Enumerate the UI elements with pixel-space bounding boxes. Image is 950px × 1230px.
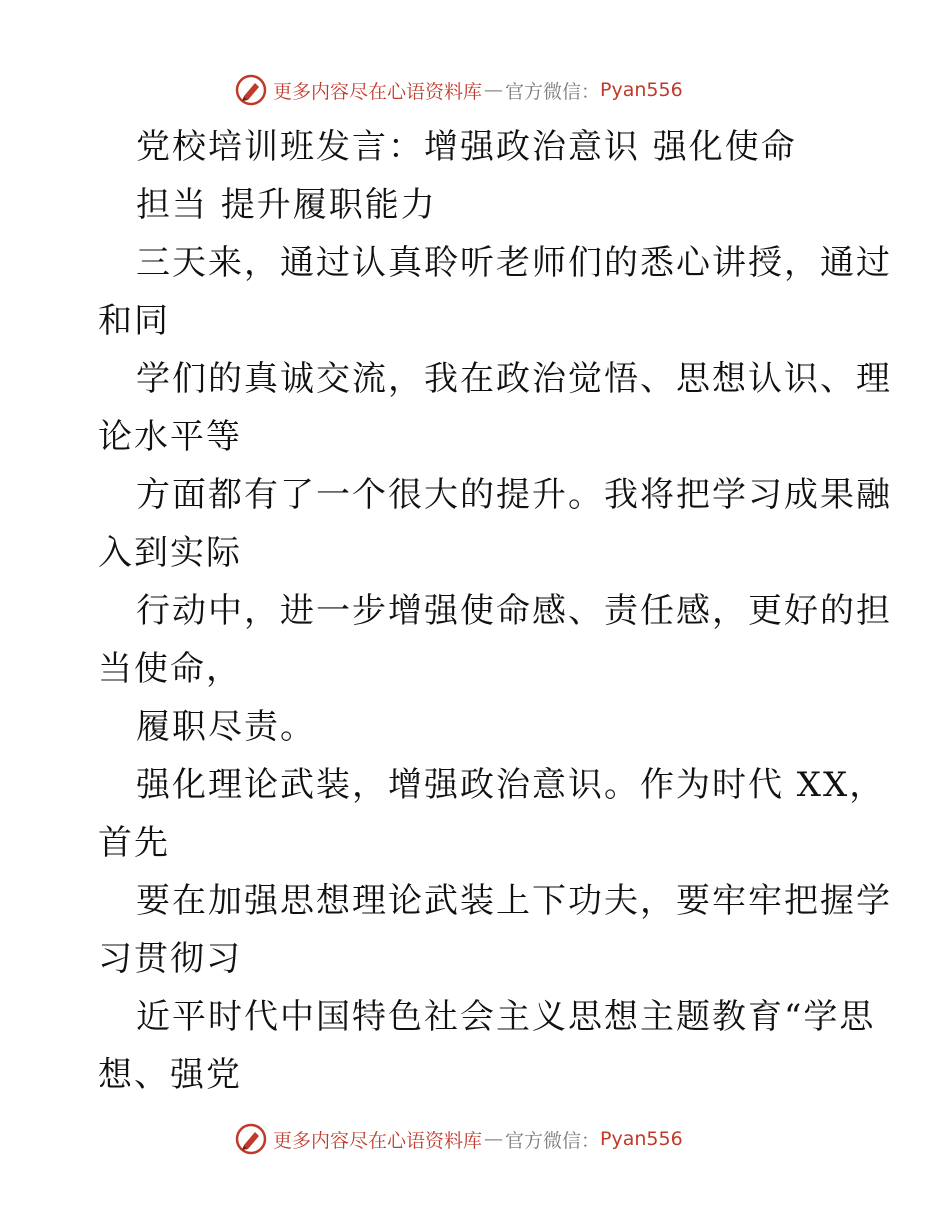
watermark-text: 更多内容尽在心语资料库 [273,1129,483,1152]
paragraph-line: 强化理论武装，增强政治意识。作为时代 XX， [136,765,886,805]
paragraph-line: 入到实际 [98,533,242,573]
title-line: 党校培训班发言：增强政治意识 强化使命 [136,127,797,167]
paragraph-line: 习贯彻习 [98,939,242,979]
paragraph-line: 履职尽责。 [136,707,316,747]
paragraph-line: 想、强党 [98,1055,242,1095]
paragraph-line: 要在加强思想理论武装上下功夫，要牢牢把握学 [136,881,892,921]
footer-watermark [235,1122,683,1156]
header-watermark [235,73,683,107]
watermark-text: 更多内容尽在心语资料库 [273,80,483,103]
paragraph-line: 三天来，通过认真聆听老师们的悉心讲授，通过 [136,243,892,283]
paragraph-line: 首先 [98,823,170,863]
watermark-separator: — [484,79,504,101]
paragraph-line: 行动中，进一步增强使命感、责任感，更好的担 [136,591,892,631]
paragraph-line: 和同 [98,301,170,341]
watermark-wechat-id: Pyan556 [600,1128,683,1150]
pen-logo-icon [235,1123,267,1155]
pen-logo-icon [235,74,267,106]
paragraph-line: 方面都有了一个很大的提升。我将把学习成果融 [136,475,892,515]
paragraph-line: 论水平等 [98,417,242,457]
paragraph-line: 近平时代中国特色社会主义思想主题教育“学思 [136,997,876,1037]
watermark-wechat-label: 官方微信： [505,1129,601,1152]
title-line: 担当 提升履职能力 [136,185,437,225]
paragraph-line: 当使命， [98,649,242,689]
document-body [98,118,892,1104]
watermark-separator: — [484,1128,504,1150]
paragraph-line: 学们的真诚交流，我在政治觉悟、思想认识、理 [136,359,892,399]
watermark-wechat-label: 官方微信： [505,80,601,103]
watermark-wechat-id: Pyan556 [600,79,683,101]
